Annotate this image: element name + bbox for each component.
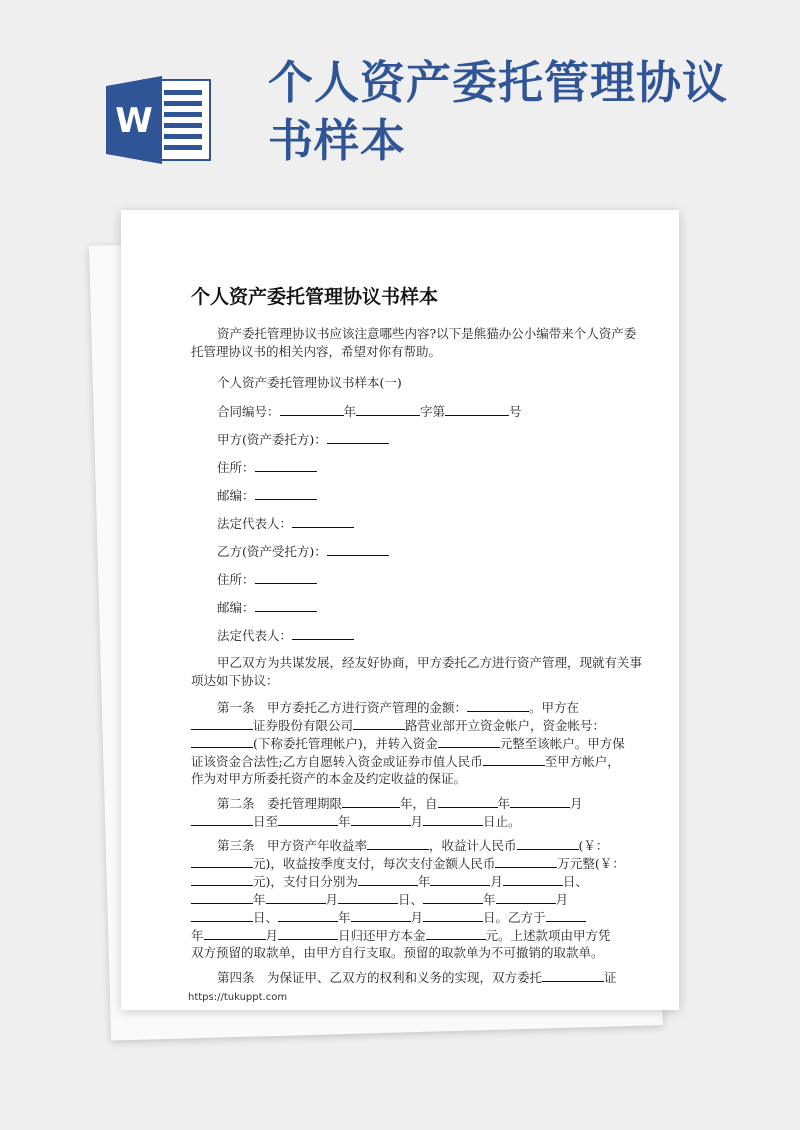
blank-field <box>423 890 483 904</box>
blank-field <box>495 854 557 868</box>
blank-field <box>367 836 429 850</box>
blank-field <box>342 794 400 808</box>
article-2-line-1 <box>217 794 583 813</box>
contract-number-line <box>217 402 522 421</box>
text-span: 月 <box>555 892 569 907</box>
blank-field <box>438 734 500 748</box>
text-span: 元。上述款项由甲方凭 <box>485 928 611 943</box>
blank-field <box>191 854 253 868</box>
blank-field <box>266 890 326 904</box>
text-span: 证 <box>604 970 617 985</box>
text-span: 月 <box>490 874 503 889</box>
blank-field <box>546 908 586 922</box>
text-span: 万元整(￥： <box>557 856 625 871</box>
text-span: 年 <box>497 796 511 811</box>
blank-field <box>327 430 389 444</box>
blank-field <box>327 542 389 556</box>
text-span: 年 <box>253 892 266 907</box>
blank-field <box>356 402 420 416</box>
text-span: 元)，支付日分别为 <box>253 874 358 889</box>
blank-field <box>542 968 604 982</box>
blank-field <box>191 734 253 748</box>
document-page <box>121 210 679 1010</box>
rep-a-label: 法定代表人： <box>217 516 293 531</box>
blank-field <box>353 716 405 730</box>
blank-field <box>191 890 253 904</box>
document-title: 个人资产委托管理协议书样本 <box>191 286 439 308</box>
source-url: https://tukuppt.com <box>188 992 288 1003</box>
blank-field <box>191 716 253 730</box>
text-span: 证券股份有限公司 <box>253 718 354 733</box>
text-span: ，收益计人民币 <box>429 838 517 853</box>
text-span: 路营业部开立资金帐户，资金帐号： <box>405 718 606 733</box>
zip-a-line <box>217 486 317 505</box>
blank-field <box>191 908 253 922</box>
text-span: 年 <box>338 814 351 829</box>
contract-number-year: 年 <box>343 404 357 419</box>
text-span: 年 <box>483 892 496 907</box>
zip-a-label: 邮编： <box>217 488 255 503</box>
document-subtitle: 个人资产委托管理协议书样本(一) <box>217 375 402 390</box>
party-a-label: 甲方(资产委托方)： <box>217 432 327 447</box>
blank-field <box>292 514 354 528</box>
address-a-line <box>217 458 317 477</box>
article-3-line-5 <box>191 908 586 927</box>
blank-field <box>278 812 338 826</box>
zip-b-label: 邮编： <box>217 600 255 615</box>
blank-field <box>204 926 266 940</box>
blank-field <box>278 926 338 940</box>
text-span: 月 <box>410 814 424 829</box>
text-span: 第二条 委托管理期限 <box>217 796 343 811</box>
article-1-line-1 <box>217 698 579 717</box>
article-3-line-1 <box>217 836 608 855</box>
header-title-line2: 书样本 <box>268 114 407 167</box>
blank-field <box>255 458 317 472</box>
text-span: 月 <box>410 910 424 925</box>
text-span: 年 <box>191 928 204 943</box>
article-1-line-4 <box>191 752 620 771</box>
text-span: 月 <box>265 928 279 943</box>
article-3-line-7: 双方预留的取款单，由甲方自行支取。预留的取款单为不可撤销的取款单。 <box>191 945 604 960</box>
text-span: 年，自 <box>400 796 438 811</box>
blank-field <box>358 872 418 886</box>
blank-field <box>430 872 490 886</box>
blank-field <box>280 402 344 416</box>
blank-field <box>278 908 338 922</box>
text-span: 日止。 <box>483 814 521 829</box>
text-span: 年 <box>338 910 351 925</box>
address-b-line <box>217 570 317 589</box>
text-span: 日归还甲方本金 <box>338 928 426 943</box>
article-1-line-3 <box>191 734 625 753</box>
text-span: 元整至该帐户。甲方保 <box>499 736 625 751</box>
blank-field <box>191 812 253 826</box>
blank-field <box>255 486 317 500</box>
blank-field <box>351 908 411 922</box>
rep-a-line <box>217 514 354 533</box>
blank-field <box>496 890 556 904</box>
article-3-line-6 <box>191 926 611 945</box>
zip-b-line <box>217 598 317 617</box>
contract-number-zi: 字第 <box>420 404 446 419</box>
text-span: 第四条 为保证甲、乙双方的权利和义务的实现，双方委托 <box>217 970 543 985</box>
text-span: 第一条 甲方委托乙方进行资产管理的金额： <box>217 700 468 715</box>
text-span: 。甲方在 <box>529 700 580 715</box>
text-span: (下称委托管理帐户)，并转入资金 <box>253 736 438 751</box>
blank-field <box>426 926 486 940</box>
rep-b-label: 法定代表人： <box>217 628 293 643</box>
text-span: 日。乙方于 <box>483 910 546 925</box>
text-span: 第三条 甲方资产年收益率 <box>217 838 368 853</box>
blank-field <box>423 812 483 826</box>
blank-field <box>255 598 317 612</box>
article-3-line-3 <box>191 872 588 891</box>
text-span: 日、 <box>253 910 279 925</box>
intro-paragraph: 资产委托管理协议书应该注意哪些内容?以下是熊猫办公小编带来个人资产委托管理协议书的相关内容，希望对你有帮助。 <box>191 326 637 359</box>
text-span: 日、 <box>398 892 424 907</box>
party-a-line <box>217 430 389 449</box>
word-icon <box>106 76 216 164</box>
agreement-paragraph: 甲乙双方为共谋发展，经友好协商，甲方委托乙方进行资产管理，现就有关事项达如下协议： <box>191 655 643 688</box>
address-b-label: 住所： <box>217 572 255 587</box>
header-title <box>268 54 728 170</box>
article-1-line-5: 作为对甲方所委托资产的本金及约定收益的保证。 <box>191 771 467 786</box>
blank-field <box>503 872 563 886</box>
blank-field <box>338 890 398 904</box>
article-1-line-2 <box>191 716 605 735</box>
text-span: 年 <box>417 874 431 889</box>
text-span: 至甲方帐户， <box>544 754 620 769</box>
header-title-line1: 个人资产委托管理协议 <box>268 56 729 109</box>
article-3-line-4 <box>191 890 568 909</box>
blank-field <box>517 836 579 850</box>
text-span: (￥： <box>578 838 609 853</box>
contract-number-hao: 号 <box>509 404 522 419</box>
text-span: 月 <box>570 796 583 811</box>
blank-field <box>510 794 570 808</box>
address-a-label: 住所： <box>217 460 255 475</box>
blank-field <box>292 626 354 640</box>
blank-field <box>423 908 483 922</box>
text-span: 日至 <box>253 814 279 829</box>
blank-field <box>445 402 509 416</box>
blank-field <box>255 570 317 584</box>
text-span: 证该资金合法性;乙方自愿转入资金或证券市值人民币 <box>191 754 483 769</box>
party-b-line <box>217 542 389 561</box>
party-b-label: 乙方(资产受托方)： <box>217 544 327 559</box>
rep-b-line <box>217 626 354 645</box>
text-span: 元)，收益按季度支付，每次支付金额人民币 <box>253 856 496 871</box>
article-3-line-2 <box>191 854 625 873</box>
word-icon-letter: W <box>115 101 153 141</box>
blank-field <box>351 812 411 826</box>
text-span: 月 <box>325 892 339 907</box>
blank-field <box>467 698 529 712</box>
contract-number-label: 合同编号： <box>217 404 280 419</box>
article-2-line-2 <box>191 812 521 831</box>
text-span: 日、 <box>562 874 588 889</box>
blank-field <box>483 752 545 766</box>
blank-field <box>191 872 253 886</box>
blank-field <box>438 794 498 808</box>
article-4-line-1 <box>217 968 617 987</box>
